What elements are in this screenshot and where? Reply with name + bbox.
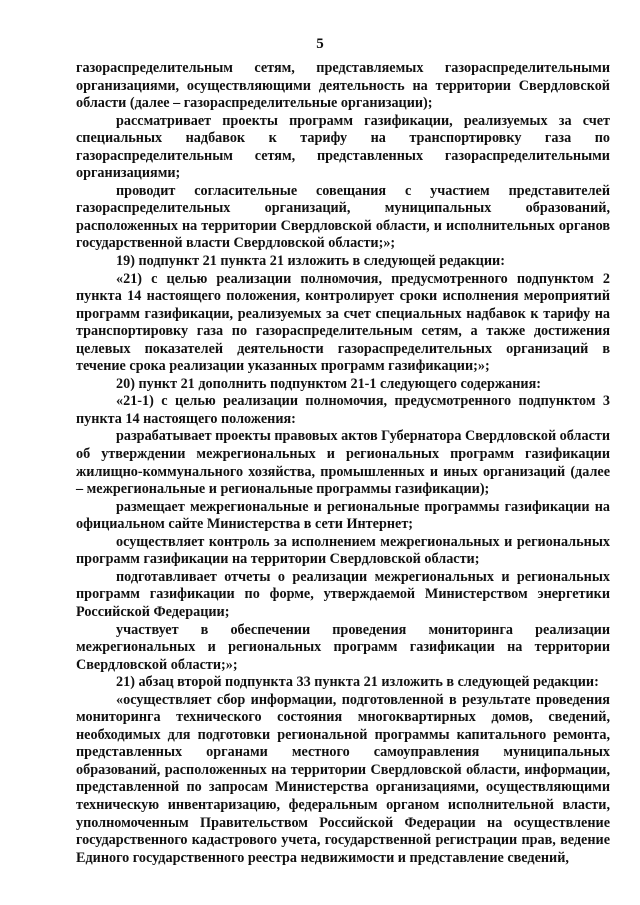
paragraph: «21) с целью реализации полномочия, предусмотренного подпунктом 2 пункта 14 настоящего положения, контролирует сроки исполнения мероприятий программ газификации, реализуемых за счет специальных надбавок к тарифу на транспортировку газа по газораспределительным сетям, а также достижения целевых показателей деятельности газораспределительных организаций в течение срока реализации указанных программ газификации;»; [76, 270, 610, 375]
document-body [76, 60, 610, 867]
paragraph: 20) пункт 21 дополнить подпунктом 21-1 следующего содержания: [116, 375, 541, 392]
paragraph: 19) подпункт 21 пункта 21 изложить в следующей редакции: [116, 253, 505, 270]
paragraph: газораспределительным сетям, представляемых газораспределительными организациями, осуществляющими деятельность на территории Свердловской области (далее – газораспределительные организации); [76, 60, 610, 112]
paragraph: рассматривает проекты программ газификации, реализуемых за счет специальных надбавок к тарифу на транспортировку газа по газораспределительным сетям, представленных газораспределительными организациями; [76, 112, 610, 182]
paragraph: «осуществляет сбор информации, подготовленной в результате проведения мониторинга технического состояния многоквартирных домов, сведений, необходимых для подготовки региональной программы капитального ремонта, представленных органами местного самоуправления муниципальных образований, расположенных на территории Свердловской области, информации, представленной по запросам Министерства организациями, осуществляющими техническую инвентаризацию, федеральным органом исполнительной власти, уполномоченным Правительством Российской Федерации на осуществление государственного кадастрового учета, государственной регистрации прав, ведение Единого государственного реестра недвижимости и представление сведений, [76, 691, 610, 866]
paragraph: подготавливает отчеты о реализации межрегиональных и региональных программ газификации по форме, утверждаемой Министерством энергетики Российской Федерации; [76, 568, 610, 620]
page-number: 5 [316, 36, 324, 52]
paragraph: осуществляет контроль за исполнением межрегиональных и региональных программ газификации на территории Свердловской области; [76, 533, 610, 568]
paragraph: разрабатывает проекты правовых актов Губернатора Свердловской области об утверждении межрегиональных и региональных программ газификации жилищно-коммунального хозяйства, промышленных и иных организаций (далее – межрегиональные и региональные программы газификации); [76, 428, 611, 498]
paragraph: участвует в обеспечении проведения мониторинга реализации межрегиональных и региональных программ газификации на территории Свердловской области;»; [76, 621, 610, 673]
paragraph: «21-1) с целью реализации полномочия, предусмотренного подпунктом 3 пункта 14 настоящего положения: [76, 393, 610, 427]
paragraph: 21) абзац второй подпункта 33 пункта 21 изложить в следующей редакции: [116, 674, 599, 691]
paragraph: размещает межрегиональные и региональные программы газификации на официальном сайте Министерства в сети Интернет; [76, 498, 610, 533]
paragraph: проводит согласительные совещания с участием представителей газораспределительных организаций, муниципальных образований, расположенных на территории Свердловской области, и исполнительных органов государственной власти Свердловской области;»; [76, 182, 610, 252]
